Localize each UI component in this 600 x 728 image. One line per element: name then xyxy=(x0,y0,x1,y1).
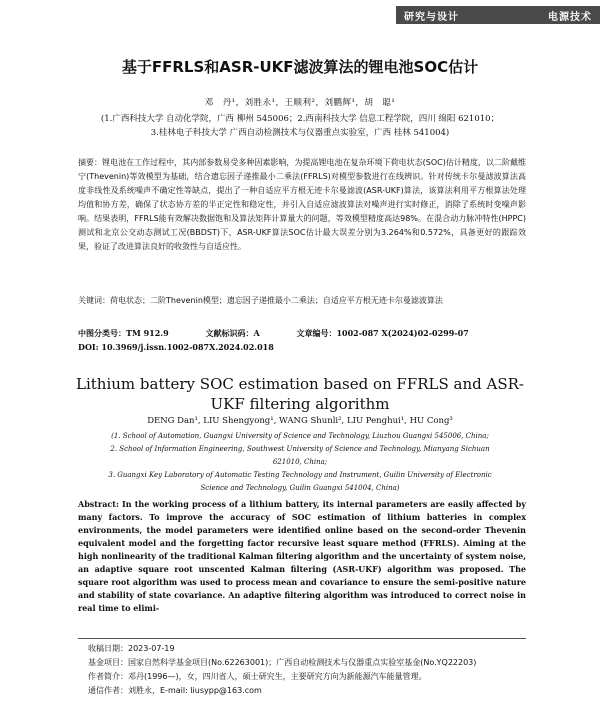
funding-note: 基金项目：国家自然科学基金项目(No.62263001)；广西自动检测技术与仪器重点实验室基金(No.YQ22203) xyxy=(88,658,477,667)
affiliation-en-line: 3. Guangxi Key Laboratory of Automatic Testing Technology and Instrument, Guilin University of Electronic Science and Technology, Guilin Guangxi 541004, China) xyxy=(108,471,492,492)
article-number: 文章编号：1002-087 X(2024)02-0299-07 xyxy=(296,328,469,338)
keywords-cn: 关键词：荷电状态；二阶Thevenin模型；遗忘因子递推最小二乘法；自适应平方根无迹卡尔曼滤波算法 xyxy=(78,296,443,305)
authors-en: DENG Dan¹, LIU Shengyong¹, WANG Shunli², LIU Penghui¹, HU Cong³ xyxy=(147,416,453,426)
affiliation-en-line: 2. School of Information Engineering, Southwest University of Science and Technology, Mianyang Sichuan 621010, China; xyxy=(110,445,490,466)
title-en: Lithium battery SOC estimation based on FFRLS and ASR-UKF filtering algorithm xyxy=(76,375,524,413)
abstract-cn: 摘要：锂电池在工作过程中，其内部参数易受多种因素影响，为提高锂电池在复杂环境下荷电状态(SOC)估计精度，以二阶戴维宁(Thevenin)等效模型为基础，结合遗忘因子递推最小二乘法(FFRLS)对模型参数进行在线辨识。针对传统卡尔曼滤波算法高度非线性及系统噪声不确定性等缺点，提出了一种自适应平方根无迹卡尔曼滤波(ASR-UKF)算法，该算法利用平方根算法处理均值和协方差，确保了状态协方差的半正定性和稳定性，并引入自适应滤波算法对噪声进行实时修正，消除了系统时变噪声影响。结果表明，FFRLS能有效解决数据饱和及算法矩阵计算量大的问题，等效模型精度高达98%。在混合动力脉冲特性(HPPC)测试和北京公交动态测试工况(BBDST)下，ASR-UKF算法SOC估计最大误差分别为3.264%和0.572%，具备更好的跟踪效果，验证了改进算法良好的收敛性与自适应性。 xyxy=(78,158,526,251)
footnote-divider xyxy=(78,638,526,639)
affiliation-cn-line: 3.桂林电子科技大学 广西自动检测技术与仪器重点实验室，广西 桂林 541004) xyxy=(150,128,450,138)
header-journal: 电源技术 xyxy=(548,11,592,23)
author-bio: 作者简介：邓丹(1996—)，女，四川省人，硕士研究生，主要研究方向为新能源汽车能量管理。 xyxy=(88,672,427,681)
classification-line xyxy=(78,326,526,340)
title-cn: 基于FFRLS和ASR-UKF滤波算法的锂电池SOC估计 xyxy=(121,58,479,76)
affiliations-en xyxy=(100,430,500,495)
affiliations-cn xyxy=(0,112,600,140)
affiliation-cn-line: (1.广西科技大学 自动化学院，广西 柳州 545006；2.西南科技大学 信息工程学院，四川 绵阳 621010； xyxy=(100,114,500,124)
corresponding-author: 通信作者：刘胜永，E-mail: liusypp@163.com xyxy=(88,686,262,695)
authors-cn: 邓 丹¹，刘胜永¹，王顺利²，刘鹏辉¹，胡 聪¹ xyxy=(204,98,396,108)
clc-number: 中图分类号：TM 912.9 xyxy=(78,328,169,338)
affiliation-en-line: (1. School of Automation, Guangxi University of Science and Technology, Liuzhou Guangxi 545006, China; xyxy=(111,432,489,440)
received-date: 收稿日期：2023-07-19 xyxy=(88,644,175,653)
header-section: 研究与设计 xyxy=(404,11,459,23)
doi: DOI: 10.3969/j.issn.1002-087X.2024.02.018 xyxy=(78,342,274,352)
abstract-en: Abstract: In the working process of a lithium battery, its internal parameters are easily affected by many factors. To improve the accuracy of SOC estimation of lithium batteries in complex environments, the model parameters were identified online based on the second-order Thevenin equivalent model and the forgetting factor recursive least square method (FFRLS). Aiming at the high nonlinearity of the traditional Kalman filtering algorithm and the uncertainty of system noise, an adaptive square root unscented Kalman filtering (ASR-UKF) algorithm was proposed. The square root algorithm was used to process mean and covariance to ensure the semi-positive nature and stability of state covariance. An adaptive filtering algorithm was introduced to correct noise in real time to elimi- xyxy=(78,499,526,613)
document-code: 文献标识码：A xyxy=(205,328,260,338)
footnotes xyxy=(78,642,538,698)
journal-header xyxy=(396,6,600,24)
